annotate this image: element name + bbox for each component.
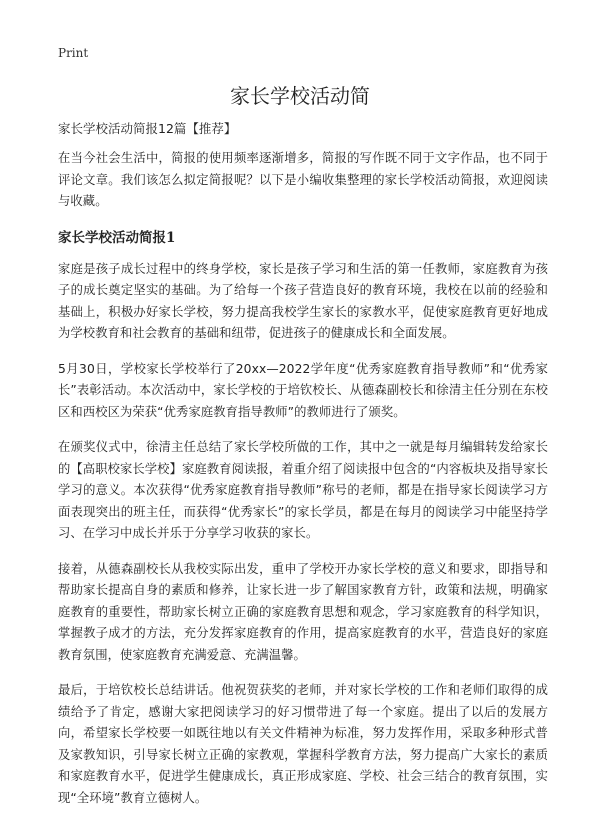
section-heading: 家长学校活动简报1	[58, 229, 176, 246]
body-paragraph: 在颁奖仪式中，徐清主任总结了家长学校所做的工作，其中之一就是每月编辑转发给家长的【高职校家长学校】家庭教育阅读报，着重介绍了阅读报中包含的“内容板块及指导家长学习的意义。本次获得“优秀家庭教育指导教师”称号的老师，都是在指导家长阅读学习方面表现突出的班主任，而获得“优秀家长”的家长学员，都是在每月的阅读学习中能坚持学习、在学习中成长并乐于分享学习收获的家长。	[58, 440, 548, 540]
print-link[interactable]: Print	[58, 46, 89, 60]
page-title: 家长学校活动简	[230, 84, 370, 108]
body-paragraph: 5月30日，学校家长学校举行了20xx—2022学年度“优秀家庭教育指导教师”和“优秀家长”表彰活动。本次活动中，家长学校的于培钦校长、从德森副校长和徐清主任分别在东校区和西校区为荣获“优秀家庭教育指导教师”的教师进行了颁奖。	[58, 361, 548, 419]
document-body	[58, 118, 548, 823]
body-paragraph: 最后，于培钦校长总结讲话。他祝贺获奖的老师，并对家长学校的工作和老师们取得的成绩给予了肯定，感谢大家把阅读学习的好习惯带进了每一个家庭。提出了以后的发展方向，希望家长学校要一如既往地以有关文件精神为标准，努力发挥作用，采取多种形式普及家教知识，引导家长树立正确的家教观，掌握科学教育方法，努力提高广大家长的素质和家庭教育水平，促进学生健康成长，真正形成家庭、学校、社会三结合的教育氛围，实现“全环境”教育立德树人。	[58, 683, 548, 805]
body-paragraph: 接着，从德森副校长从我校实际出发，重申了学校开办家长学校的意义和要求，即指导和帮助家长提高自身的素质和修养，让家长进一步了解国家教育方针，政策和法规，明确家庭教育的重要性，帮助家长树立正确的家庭教育思想和观念，学习家庭教育的科学知识，掌握教子成才的方法，充分发挥家庭教育的作用，提高家庭教育的水平，营造良好的家庭教育氛围，使家庭教育充满爱意、充满温馨。	[58, 561, 548, 662]
document-subtitle: 家长学校活动简报12篇【推荐】	[58, 121, 237, 136]
body-paragraph: 家庭是孩子成长过程中的终身学校，家长是孩子学习和生活的第一任教师，家庭教育为孩子的成长奠定坚实的基础。为了给每一个孩子营造良好的教育环境，我校在以前的经验和基础上，积极办好家长学校，努力提高我校学生家长的家教水平，促使家庭教育更好地成为学校教育和社会教育的基础和纽带，促进孩子的健康成长和全面发展。	[58, 261, 548, 340]
intro-paragraph: 在当今社会生活中，简报的使用频率逐渐增多，简报的写作既不同于文字作品，也不同于评论文章。我们该怎么拟定简报呢？以下是小编收集整理的家长学校活动简报，欢迎阅读与收藏。	[58, 151, 548, 208]
